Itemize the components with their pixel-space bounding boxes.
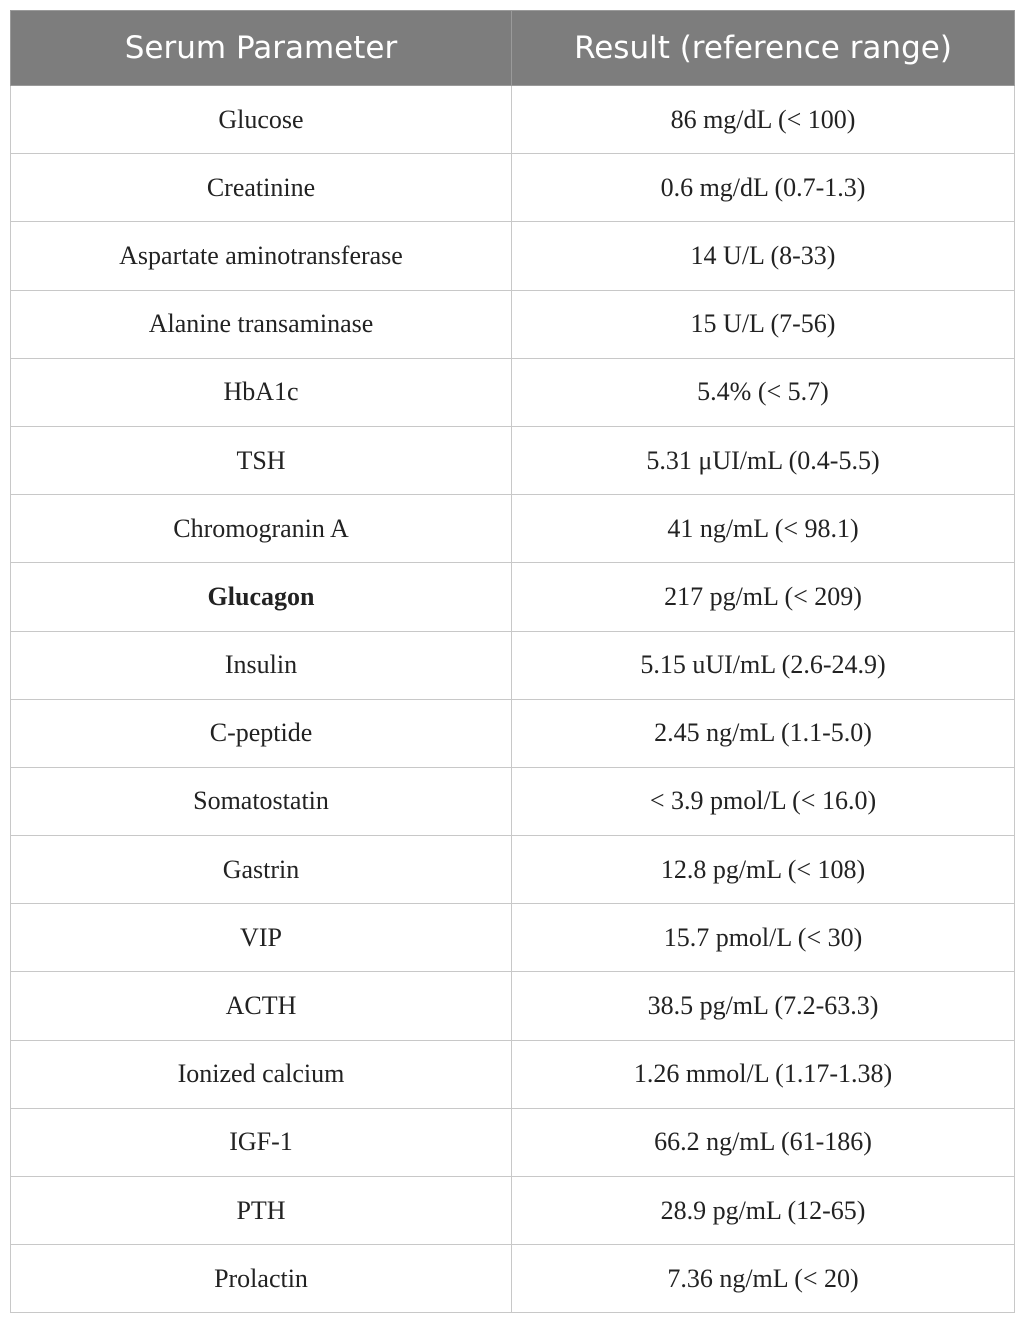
table-row [11,972,1015,1040]
table-header [11,11,1015,86]
table-body [11,86,1015,1313]
table-row [11,495,1015,563]
result-cell: 2.45 ng/mL (1.1-5.0) [512,699,1015,767]
parameter-cell: Somatostatin [11,767,512,835]
parameter-cell: Prolactin [11,1245,512,1313]
parameter-cell: IGF-1 [11,1108,512,1176]
table-row [11,426,1015,494]
header-result: Result (reference range) [512,11,1015,86]
parameter-cell: C-peptide [11,699,512,767]
table-row [11,290,1015,358]
result-cell: 41 ng/mL (< 98.1) [512,495,1015,563]
parameter-cell: Gastrin [11,836,512,904]
result-cell: 15 U/L (7-56) [512,290,1015,358]
table-row [11,904,1015,972]
result-cell: 86 mg/dL (< 100) [512,86,1015,154]
header-serum-parameter: Serum Parameter [11,11,512,86]
result-cell: 217 pg/mL (< 209) [512,563,1015,631]
parameter-cell: Creatinine [11,154,512,222]
parameter-cell: Ionized calcium [11,1040,512,1108]
parameter-cell: Chromogranin A [11,495,512,563]
result-cell: 5.4% (< 5.7) [512,358,1015,426]
result-cell: 5.15 uUI/mL (2.6-24.9) [512,631,1015,699]
parameter-cell: PTH [11,1177,512,1245]
table-row [11,699,1015,767]
table-row [11,1177,1015,1245]
table-row [11,222,1015,290]
result-cell: 5.31 μUI/mL (0.4-5.5) [512,426,1015,494]
result-cell: 14 U/L (8-33) [512,222,1015,290]
parameter-cell: ACTH [11,972,512,1040]
parameter-cell: Alanine transaminase [11,290,512,358]
serum-results-table [10,10,1015,1313]
parameter-cell: TSH [11,426,512,494]
table-row [11,86,1015,154]
table-row [11,1108,1015,1176]
table-row [11,836,1015,904]
result-cell: 15.7 pmol/L (< 30) [512,904,1015,972]
table-row [11,563,1015,631]
table-row [11,358,1015,426]
result-cell: 38.5 pg/mL (7.2-63.3) [512,972,1015,1040]
parameter-cell: Insulin [11,631,512,699]
parameter-cell: Glucagon [11,563,512,631]
parameter-cell: Glucose [11,86,512,154]
table-row [11,767,1015,835]
table-row [11,1245,1015,1313]
header-row [11,11,1015,86]
parameter-cell: Aspartate aminotransferase [11,222,512,290]
result-cell: < 3.9 pmol/L (< 16.0) [512,767,1015,835]
table-row [11,154,1015,222]
result-cell: 7.36 ng/mL (< 20) [512,1245,1015,1313]
result-cell: 66.2 ng/mL (61-186) [512,1108,1015,1176]
parameter-cell: VIP [11,904,512,972]
result-cell: 28.9 pg/mL (12-65) [512,1177,1015,1245]
parameter-cell: HbA1c [11,358,512,426]
result-cell: 1.26 mmol/L (1.17-1.38) [512,1040,1015,1108]
table-row [11,1040,1015,1108]
result-cell: 12.8 pg/mL (< 108) [512,836,1015,904]
result-cell: 0.6 mg/dL (0.7-1.3) [512,154,1015,222]
table-row [11,631,1015,699]
